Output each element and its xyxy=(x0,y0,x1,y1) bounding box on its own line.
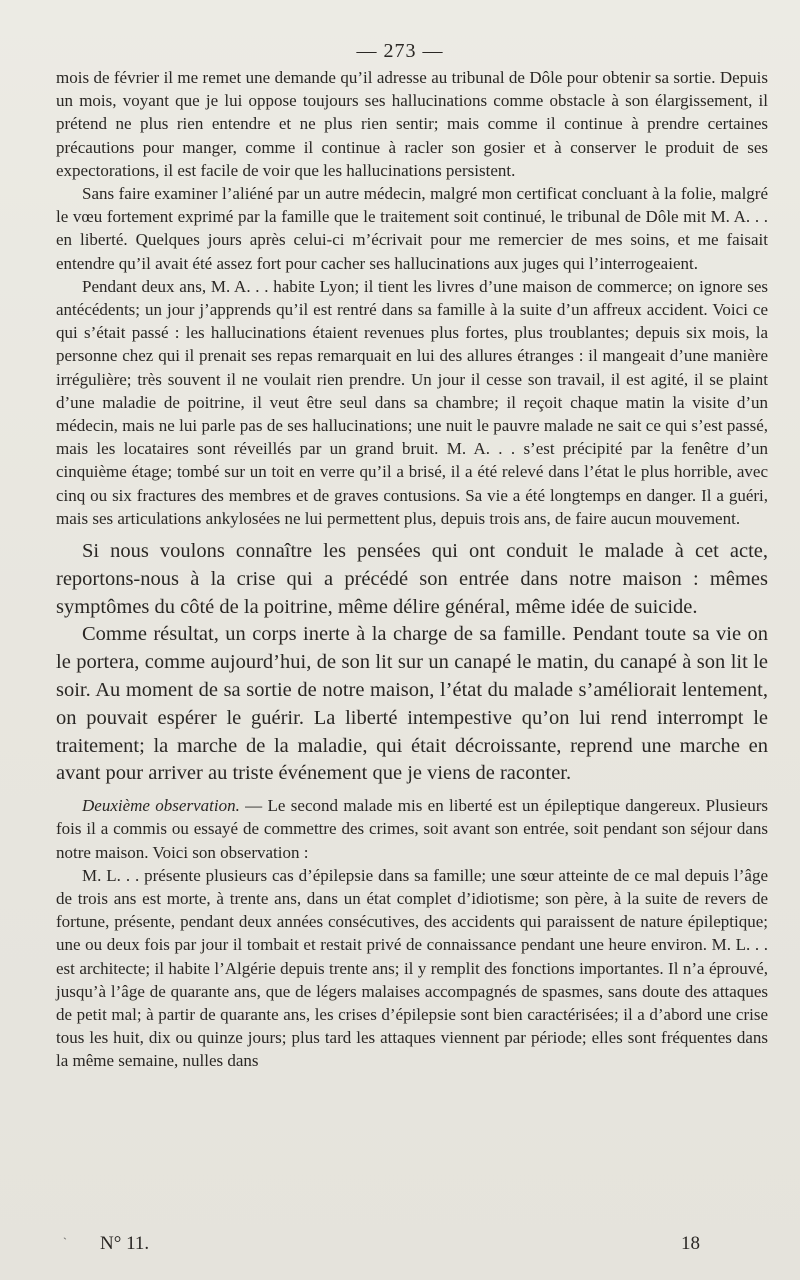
observation-section xyxy=(56,794,768,1072)
body-text xyxy=(56,66,768,1073)
observation-intro-text: — Le second malade mis en liberté est un épileptique dangereux. Plusieurs fois il a commis ou essayé de commettre des crimes, soit avant son entrée, soit pendant son séjour dans notre maison. Voici son observation : xyxy=(56,796,768,862)
paragraph: Si nous voulons connaître les pensées qui ont conduit le malade à cet acte, reportons-nous à la crise qui a précédé son entrée dans notre maison : mêmes symptômes du côté de la poitrine, même délire général, même idée de suicide. xyxy=(56,540,768,618)
paragraph: Comme résultat, un corps inerte à la charge de sa famille. Pendant toute sa vie on le portera, comme aujourd’hui, de son lit sur un canapé le matin, du canapé à son lit le soir. Au moment de sa sortie de notre maison, l’état du malade s’améliorait lentement, on pouvait espérer le guérir. La liberté intempestive qu’on lui rend interrompt le traitement; la marche de la maladie, qui était décroissante, reprend une marche en avant pour arriver au triste événement que je viens de raconter. xyxy=(56,623,768,785)
observation-title: Deuxième observation. xyxy=(82,796,240,816)
observation-intro xyxy=(56,794,768,864)
paragraph: Pendant deux ans, M. A. . . habite Lyon; il tient les livres d’une maison de commerce; on ignore ses antécédents; un jour j’apprends qu’il est rentré dans sa famille à la suite d’un affreux accident. Voici ce qui s’était passé : les hallucinations étaient revenues plus fortes, plus troublantes; depuis six mois, la personne chez qui il prenait ses repas remarquait en lui des allures étranges : il mangeait d’une manière irrégulière; très souvent il ne voulait rien prendre. Un jour il cesse son travail, il est agité, il se plaint d’une maladie de poitrine, il veut être seul dans sa chambre; il reçoit chaque matin la visite d’un médecin, mais ne lui parle pas de ses hallucinations; une nuit le pauvre malade ne sait ce qui s’est passé, mais les locataires sont réveillés par un grand bruit. M. A. . . s’est précipité par la fenêtre d’un cinquième étage; tombé sur un toit en verre qu’il a brisé, il a été relevé dans l’état le plus horrible, avec cinq ou six fractures des membres et de graves contusions. Sa vie a été longtemps en danger. Il a guéri, mais ses articulations ankylosées ne lui permettent plus, depuis trois ans, de faire aucun mouvement. xyxy=(56,276,768,528)
section-small-text xyxy=(56,66,768,530)
issue-number: N° 11. xyxy=(100,1233,150,1254)
page-number: — 273 — xyxy=(356,40,444,62)
paragraph: mois de février il me remet une demande qu’il adresse au tribunal de Dôle pour obtenir sa sortie. Depuis un mois, voyant que je lui oppose toujours ses hallucinations comme obstacle à son élargissement, il prétend ne plus rien entendre et ne plus rien sentir; mais comme il continue à prendre certaines précautions pour manger, comme il continue à racler son gosier et à conserver le produit de ses expectorations, il est facile de voir que les hallucinations persistent. xyxy=(56,68,768,180)
signature-mark: 18 xyxy=(681,1233,700,1254)
paragraph: Sans faire examiner l’aliéné par un autre médecin, malgré mon certificat concluant à la folie, malgré le vœu fortement exprimé par la famille que le traitement soit continué, le tribunal de Dôle mit M. A. . . en liberté. Quelques jours après celui-ci m’écrivait pour me remercier de mes soins, et me faisait entendre qu’il avait été assez fort pour cacher ses hallucinations aux juges qui l’interrogeaient. xyxy=(56,184,768,273)
paragraph: M. L. . . présente plusieurs cas d’épilepsie dans sa famille; une sœur atteinte de ce mal depuis l’âge de trois ans est morte, à trente ans, dans un état complet d’idiotisme; son père, à la suite de revers de fortune, présente, pendant deux années consécutives, des accidents qui paraissent de nature épileptique; une ou deux fois par jour il tombait et restait privé de connaissance pendant une heure environ. M. L. . . est architecte; il habite l’Algérie depuis trente ans; il y remplit des fonctions importantes. Il n’a éprouvé, jusqu’à l’âge de quarante ans, que de légers malaises accompagnés de spasmes, sans doute des attaques de petit mal; à partir de quarante ans, les crises d’épilepsie sont bien caractérisées; il a d’abord une crise tous les huit, dix ou quinze jours; plus tard les attaques viennent par période; elles sont fréquentes dans la même semaine, nulles dans xyxy=(56,865,768,1071)
printer-mark: ˋ xyxy=(63,1235,67,1249)
section-large-text xyxy=(56,538,768,788)
page-footer xyxy=(0,1233,800,1257)
